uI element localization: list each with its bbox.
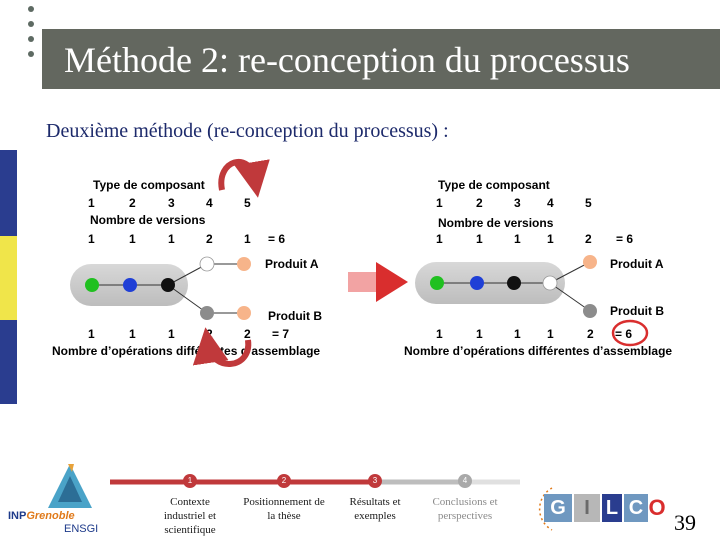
left-version-3: 1 [168,232,175,246]
left-node-grey [200,306,214,320]
right-ops-total: = 6 [615,327,633,341]
left-swap-arrow-top-icon [221,162,255,190]
gilco-letter-i: I [574,494,600,522]
right-version-4: 1 [547,232,554,246]
right-type-1: 1 [436,196,443,210]
right-node-black [507,276,521,290]
diagram-left [52,162,322,364]
nav-step-2-label: Positionnement de la thèse [243,496,325,522]
nav-step-3-dot: 3 [368,474,382,488]
right-node-green [430,276,444,290]
right-product-a: Produit A [610,257,664,271]
right-ops-1: 1 [436,327,443,341]
left-ops-4: 2 [206,327,213,341]
right-type-4: 4 [547,196,554,210]
right-node-blue [470,276,484,290]
nav-step-4-dot: 4 [458,474,472,488]
left-type-4: 4 [206,196,213,210]
nav-step-3-label: Résultats et exemples [349,496,401,522]
right-type-5: 5 [585,196,592,210]
right-type-3: 3 [514,196,521,210]
right-ops-2: 1 [476,327,483,341]
left-ops-2: 1 [129,327,136,341]
left-type-label: Type de composant [93,178,205,192]
ensgi-text: ENSGI [64,523,99,535]
right-versions-total: = 6 [616,232,634,246]
right-version-2: 1 [476,232,483,246]
grenoble-text: Grenoble [26,510,75,522]
nav-step-1[interactable] [140,474,240,540]
nav-step-1-dot: 1 [183,474,197,488]
left-ops-1: 1 [88,327,95,341]
right-node-white [543,276,557,290]
right-versions-label: Nombre de versions [438,216,554,230]
right-version-1: 1 [436,232,443,246]
left-type-5: 5 [244,196,251,210]
right-node-orange [583,255,597,269]
left-type-3: 3 [168,196,175,210]
right-ops-5: 2 [587,327,594,341]
gilco-letter-l: L [602,494,622,522]
left-node-green [85,278,99,292]
left-ops-5: 2 [244,327,251,341]
left-type-2: 2 [129,196,136,210]
left-node-orange-a [237,257,251,271]
right-type-label: Type de composant [438,178,550,192]
right-product-b: Produit B [610,304,664,318]
nav-step-3[interactable] [325,474,425,540]
right-version-3: 1 [514,232,521,246]
left-product-b: Produit B [268,309,322,323]
gilco-letter-c: C [624,494,648,522]
left-version-5: 1 [244,232,251,246]
gilco-letter-g: G [544,494,572,522]
right-type-2: 2 [476,196,483,210]
gilco-letter-o: O [648,495,666,520]
left-version-1: 1 [88,232,95,246]
left-versions-total: = 6 [268,232,286,246]
left-version-4: 2 [206,232,213,246]
nav-step-1-label: Contexte industriel et scientifique [163,496,217,536]
diagram-right [404,178,672,358]
left-versions-label: Nombre de versions [90,213,206,227]
right-node-grey [583,304,597,318]
left-node-blue [123,278,137,292]
right-ops-3: 1 [514,327,521,341]
nav-step-2-dot: 2 [277,474,291,488]
nav-step-2[interactable] [234,474,334,540]
left-node-black [161,278,175,292]
inp-text: INP [8,510,27,522]
left-ops-3: 1 [168,327,175,341]
nav-step-4[interactable] [415,474,515,540]
left-ops-label: Nombre d’opérations différentes d’assemblage [52,344,321,358]
left-product-a: Produit A [265,257,319,271]
left-ops-total: = 7 [272,327,290,341]
slide-title: Méthode 2: re-conception du processus [64,40,630,80]
transition-arrow-icon [348,262,408,302]
right-version-5: 2 [585,232,592,246]
nav-step-4-label: Conclusions et perspectives [432,496,498,522]
slide-subtitle: Deuxième méthode (re-conception du processus) : [46,120,449,142]
left-version-2: 1 [129,232,136,246]
left-node-white [200,257,214,271]
left-node-orange-b [237,306,251,320]
right-ops-4: 1 [547,327,554,341]
left-type-1: 1 [88,196,95,210]
page-number: 39 [674,510,696,535]
gilco-logo [528,484,666,534]
right-ops-label: Nombre d’opérations différentes d’assemblage [404,344,673,358]
